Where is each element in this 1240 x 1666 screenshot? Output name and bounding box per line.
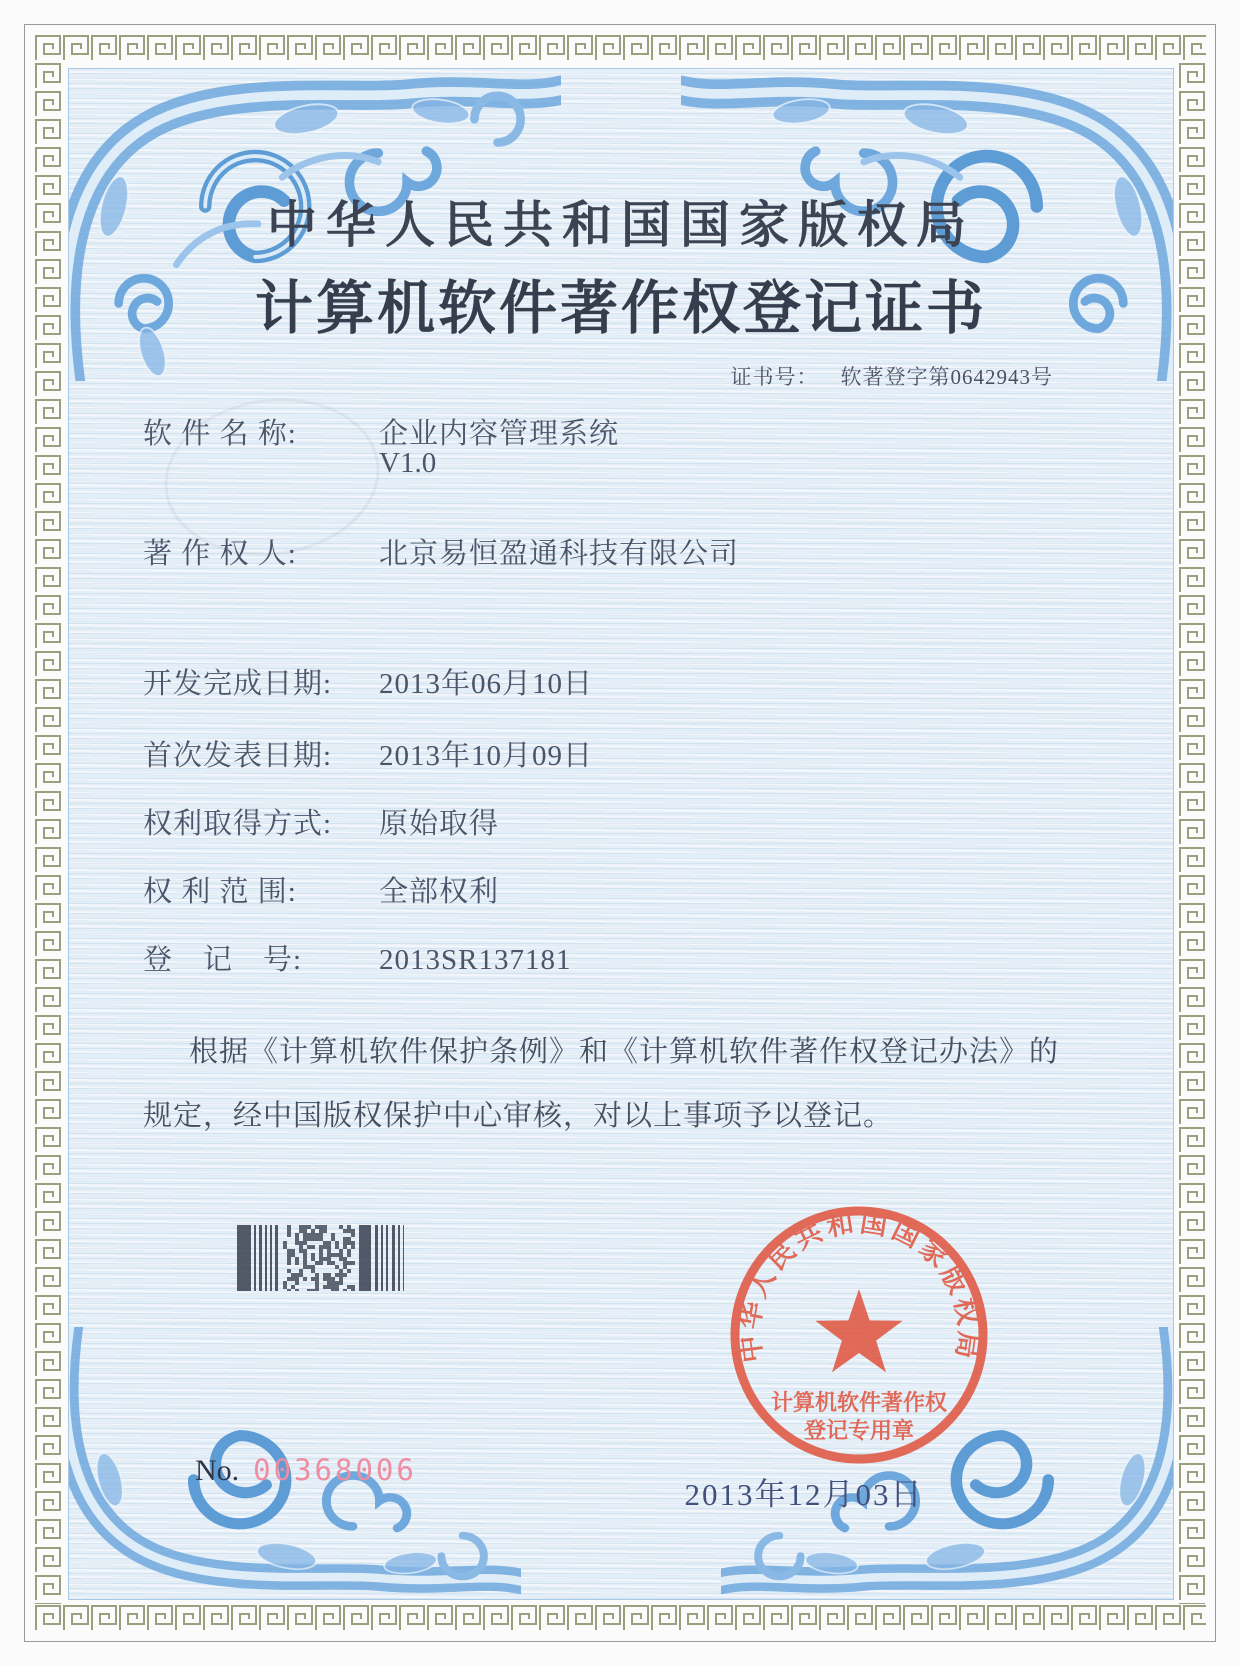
field-value: 2013年06月10日 bbox=[379, 668, 594, 700]
barcode bbox=[237, 1225, 415, 1291]
field-rights-scope bbox=[143, 869, 499, 910]
field-copyright-owner bbox=[143, 531, 739, 572]
field-label: 开发完成日期: bbox=[143, 668, 333, 700]
field-value: 北京易恒盈通科技有限公司 bbox=[379, 538, 740, 570]
field-label: 著 作 权 人: bbox=[143, 538, 297, 570]
certificate-number-label: 证书号： bbox=[730, 365, 819, 389]
field-rights-acquisition bbox=[143, 801, 499, 842]
certificate-body bbox=[68, 68, 1174, 1600]
field-label: 登 记 号: bbox=[143, 944, 303, 976]
serial-number-value: 00368006 bbox=[253, 1453, 417, 1487]
certificate-number-value: 软著登字第0642943号 bbox=[840, 365, 1053, 389]
statement-line-1: 根据《计算机软件保护条例》和《计算机软件著作权登记办法》的 bbox=[189, 1036, 1060, 1068]
issue-date: 2013年12月03日 bbox=[684, 1477, 924, 1512]
issuing-authority-title: 中华人民共和国国家版权局 bbox=[267, 197, 975, 253]
field-software-name bbox=[143, 411, 619, 452]
field-registration-number bbox=[143, 937, 571, 978]
field-label: 权 利 范 围: bbox=[143, 876, 297, 908]
seal-ring-text: 中华人民共和国国家版权局 bbox=[734, 1207, 984, 1365]
field-software-version: V1.0 bbox=[379, 447, 437, 479]
seal-text-line2: 登记专用章 bbox=[803, 1418, 915, 1443]
statement-line-2: 规定，经中国版权保护中心审核，对以上事项予以登记。 bbox=[143, 1100, 894, 1132]
serial-label: No. bbox=[195, 1454, 240, 1487]
serial-number-line bbox=[195, 1453, 417, 1488]
field-label: 首次发表日期: bbox=[143, 740, 333, 772]
field-dev-completion-date bbox=[143, 661, 593, 702]
certificate-title: 计算机软件著作权登记证书 bbox=[254, 276, 987, 341]
official-seal bbox=[721, 1197, 997, 1473]
star-icon bbox=[815, 1289, 902, 1372]
field-value: 2013SR137181 bbox=[379, 944, 572, 976]
certificate-number-line bbox=[731, 361, 1054, 391]
field-value: 全部权利 bbox=[379, 876, 500, 908]
field-label: 权利取得方式: bbox=[143, 808, 333, 840]
greek-key-border-right bbox=[1178, 62, 1206, 1604]
field-value: 企业内容管理系统 bbox=[379, 418, 620, 450]
seal-text-line1: 计算机软件著作权 bbox=[770, 1390, 948, 1415]
greek-key-border-bottom bbox=[34, 1604, 1206, 1632]
field-label: 软 件 名 称: bbox=[143, 418, 297, 450]
field-value: 原始取得 bbox=[379, 808, 500, 840]
field-value: 2013年10月09日 bbox=[379, 740, 594, 772]
greek-key-border-top bbox=[34, 34, 1206, 62]
field-first-publication-date bbox=[143, 733, 593, 774]
greek-key-border-left bbox=[34, 62, 62, 1604]
